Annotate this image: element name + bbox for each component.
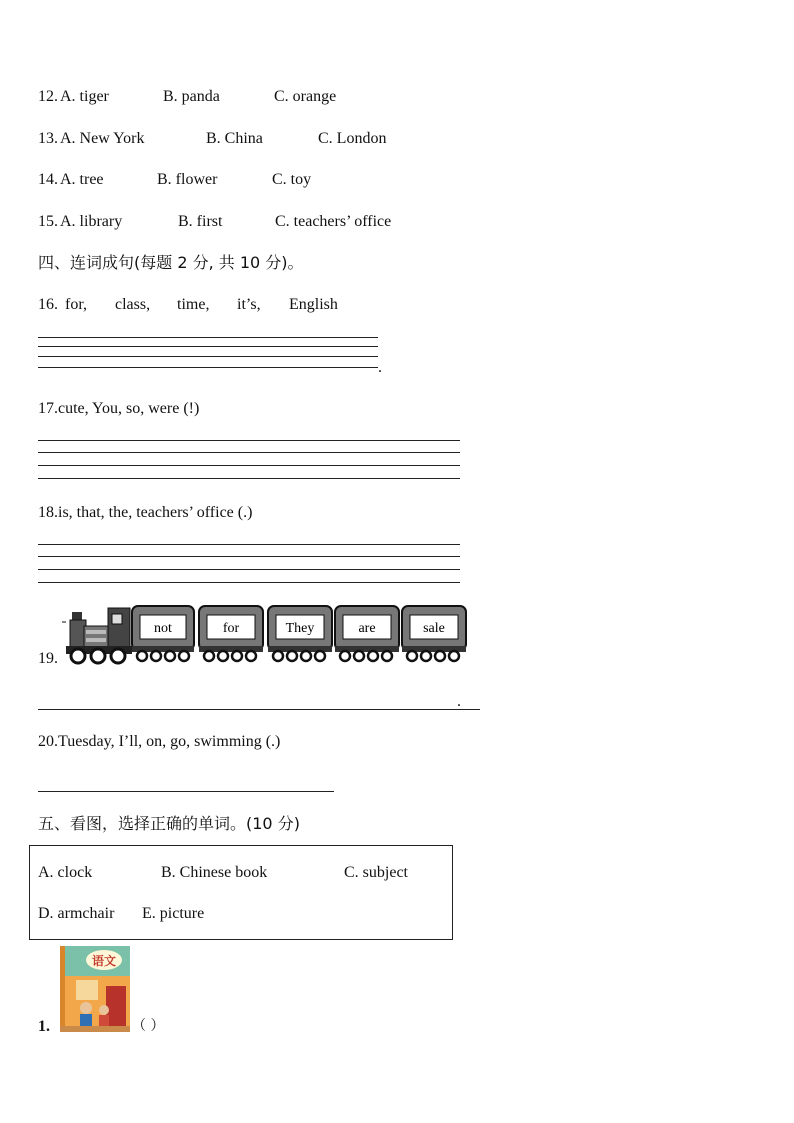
car-word: not [154,621,172,636]
train-car [335,606,399,661]
word: for, [65,296,88,313]
car-word: for [222,621,240,636]
locomotive-icon [62,608,132,663]
question-number: 13. [38,130,58,147]
question-16 [38,295,398,315]
period: . [457,693,461,710]
option-b: B. China [206,130,263,147]
car-word: are [358,621,376,636]
train-illustration [60,604,470,666]
option-b: B. flower [157,171,218,188]
question-number: 18. [38,504,58,521]
question-number: 14. [38,171,58,188]
question-number: 17. [38,400,58,417]
option-a: A. tiger [60,88,109,105]
train-car [132,606,194,661]
chinese-book-picture [60,946,130,1032]
period: . [378,359,382,376]
question-number: 20. [38,733,58,750]
word-bank-box [29,845,453,940]
section-5-heading: 五、看图，选择正确的单词。(10 分) [38,814,300,833]
question-17 [38,399,199,419]
option-b: B. first [178,213,223,230]
book-title: 语文 [91,954,117,968]
word-option: B. Chinese book [161,864,268,881]
word: time, [177,296,210,313]
question-text: Tuesday, I’ll, on, go, swimming (.) [58,733,281,750]
car-word: sale [423,621,445,636]
train-car [268,606,332,661]
word-option: D. armchair [38,905,115,922]
question-number: 12. [38,88,58,105]
option-b: B. panda [163,88,220,105]
answer-lines-17[interactable] [38,440,460,480]
question-number: 16. [38,296,58,313]
train-car [402,606,466,661]
option-a: A. library [60,213,123,230]
question-text: is, that, the, teachers’ office (.) [58,504,253,521]
word-option: A. clock [38,864,93,881]
option-a: A. tree [60,171,104,188]
word: English [289,296,338,313]
option-a: A. New York [60,130,145,147]
word: it’s, [237,296,261,313]
option-c: C. teachers’ office [275,213,392,230]
option-c: C. orange [274,88,337,105]
word-bank-row-1 [38,863,438,883]
answer-parentheses[interactable]: （ ） [132,1018,165,1034]
question-19-number: 19. [38,650,58,667]
section-4-heading: 四、连词成句(每题 2 分, 共 10 分)。 [38,253,304,272]
option-c: C. toy [272,171,312,188]
question-18 [38,503,252,523]
car-word: They [285,621,315,636]
answer-lines-16[interactable] [38,337,380,373]
answer-lines-18[interactable] [38,544,460,584]
word-bank-row-2 [38,904,438,924]
train-car [199,606,263,661]
option-c: C. London [318,130,387,147]
question-number: 15. [38,213,58,230]
question-text: cute, You, so, were (!) [58,400,200,417]
word: class, [115,296,151,313]
question-20 [38,732,280,752]
picture-question-1-number: 1. [38,1018,50,1035]
word-option: C. subject [344,864,408,881]
word-option: E. picture [142,905,205,922]
